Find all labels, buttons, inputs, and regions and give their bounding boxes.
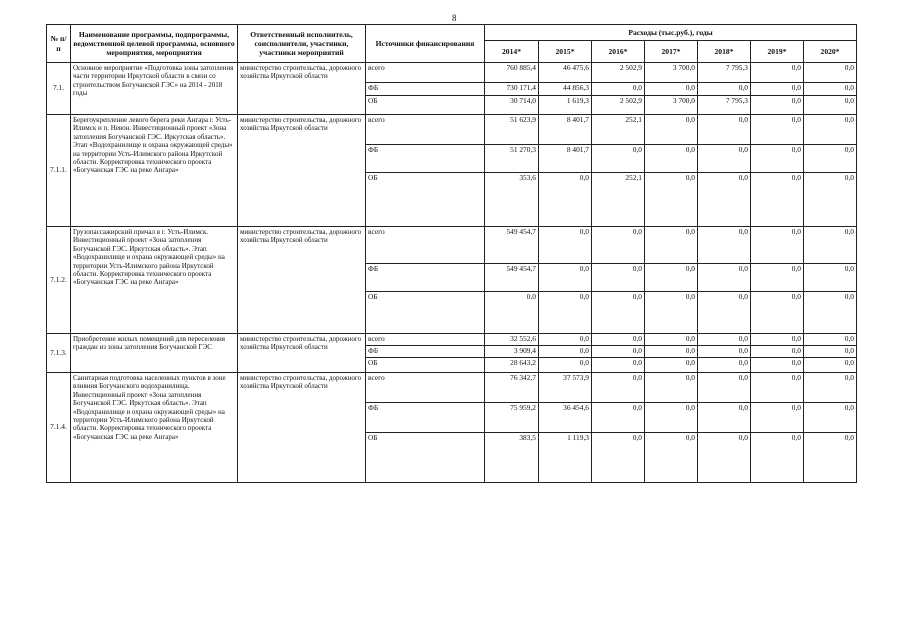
amount-cell: 0,0 [539,334,592,346]
amount-cell: 37 573,9 [539,373,592,403]
header-expenses: Расходы (тыс.руб.), годы [485,25,857,41]
amount-cell: 0,0 [592,145,645,173]
funding-source: всего [366,227,485,264]
amount-cell: 0,0 [698,373,751,403]
amount-cell: 0,0 [592,83,645,96]
amount-cell: 0,0 [804,83,857,96]
amount-cell: 0,0 [804,433,857,483]
amount-cell: 0,0 [539,292,592,334]
funding-source: ОБ [366,173,485,227]
executor: министерство строительства, дорожного хозяйства Иркутской области [238,115,366,227]
amount-cell: 0,0 [645,83,698,96]
amount-cell: 46 475,6 [539,63,592,83]
activity-name: Приобретение жилых помещений для переселения граждан из зоны затопления Богучанской ГЭС [71,334,238,373]
funding-source: ФБ [366,403,485,433]
executor: министерство строительства, дорожного хозяйства Иркутской области [238,63,366,115]
header-year: 2016* [592,41,645,63]
header-year: 2018* [698,41,751,63]
amount-cell: 0,0 [698,264,751,292]
amount-cell: 0,0 [698,292,751,334]
amount-cell: 51 623,9 [485,115,539,145]
row-number: 7.1. [47,63,71,115]
header-name: Наименование программы, подпрограммы, ведомственной целевой программы, основного мероприятия, мероприятия [71,25,238,63]
amount-cell: 252,1 [592,173,645,227]
amount-cell: 51 270,3 [485,145,539,173]
amount-cell: 0,0 [645,334,698,346]
table-body [47,63,857,483]
header-year: 2015* [539,41,592,63]
amount-cell: 0,0 [698,346,751,358]
amount-cell: 0,0 [485,292,539,334]
amount-cell: 0,0 [539,358,592,373]
funding-source: ФБ [366,264,485,292]
amount-cell: 0,0 [751,96,804,115]
amount-cell: 7 795,3 [698,96,751,115]
amount-cell: 0,0 [698,83,751,96]
amount-cell: 30 714,0 [485,96,539,115]
header-year: 2020* [804,41,857,63]
amount-cell: 0,0 [751,373,804,403]
amount-cell: 0,0 [804,173,857,227]
amount-cell: 730 171,4 [485,83,539,96]
amount-cell: 0,0 [804,292,857,334]
activity-name: Санитарная подготовка населенных пунктов в зоне влияния Богучанского водохранилища. Инвестиционный проект «Зона затопления Богучанской ГЭС. Иркутская область». Этап «Водохранилище и охрана окружающей среды» на территории Усть-Илимского района Иркутской области. Корректировка технического проекта «Богучанская ГЭС на реке Ангара» [71,373,238,483]
amount-cell: 0,0 [751,227,804,264]
amount-cell: 2 502,9 [592,96,645,115]
amount-cell: 0,0 [645,433,698,483]
amount-cell: 8 401,7 [539,115,592,145]
amount-cell: 0,0 [592,264,645,292]
amount-cell: 0,0 [751,433,804,483]
amount-cell: 0,0 [751,403,804,433]
activity-name: Берегоукрепление левого берега реки Ангара г. Усть-Илимск и п. Невон. Инвестиционный проект «Зона затопления Богучанской ГЭС. Иркутская область». Этап «Водохранилище и охрана окружающей среды» на территории Усть-Илимского района Иркутской области. Корректировка технического проекта «Богучанская ГЭС на реке Ангара» [71,115,238,227]
amount-cell: 0,0 [751,334,804,346]
amount-cell: 0,0 [645,145,698,173]
amount-cell: 0,0 [698,403,751,433]
amount-cell: 0,0 [804,63,857,83]
amount-cell: 0,0 [804,264,857,292]
row-number: 7.1.4. [47,373,71,483]
amount-cell: 32 552,6 [485,334,539,346]
amount-cell: 760 885,4 [485,63,539,83]
table-row [47,115,857,145]
amount-cell: 0,0 [804,115,857,145]
amount-cell: 0,0 [592,403,645,433]
amount-cell: 0,0 [804,334,857,346]
amount-cell: 0,0 [751,83,804,96]
amount-cell: 0,0 [804,346,857,358]
funding-source: всего [366,373,485,403]
amount-cell: 0,0 [645,292,698,334]
row-number: 7.1.1. [47,115,71,227]
funding-source: ФБ [366,346,485,358]
amount-cell: 8 401,7 [539,145,592,173]
amount-cell: 75 959,2 [485,403,539,433]
amount-cell: 0,0 [751,358,804,373]
header-year: 2014* [485,41,539,63]
amount-cell: 0,0 [645,373,698,403]
amount-cell: 2 502,9 [592,63,645,83]
amount-cell: 0,0 [804,403,857,433]
table-row [47,334,857,346]
table-row [47,373,857,403]
amount-cell: 3 700,0 [645,96,698,115]
amount-cell: 0,0 [592,292,645,334]
executor: министерство строительства, дорожного хозяйства Иркутской области [238,227,366,334]
amount-cell: 0,0 [698,173,751,227]
amount-cell: 0,0 [645,264,698,292]
row-number: 7.1.3. [47,334,71,373]
amount-cell: 0,0 [592,373,645,403]
funding-source: всего [366,334,485,346]
amount-cell: 0,0 [698,227,751,264]
amount-cell: 0,0 [592,358,645,373]
amount-cell: 0,0 [592,334,645,346]
amount-cell: 0,0 [539,227,592,264]
amount-cell: 0,0 [751,63,804,83]
amount-cell: 36 454,6 [539,403,592,433]
funding-source: ОБ [366,292,485,334]
page-number: 8 [452,13,457,23]
amount-cell: 0,0 [592,433,645,483]
header-year: 2019* [751,41,804,63]
amount-cell: 0,0 [751,346,804,358]
funding-source: ОБ [366,433,485,483]
table-row [47,63,857,83]
amount-cell: 0,0 [539,173,592,227]
amount-cell: 0,0 [698,145,751,173]
amount-cell: 383,5 [485,433,539,483]
amount-cell: 0,0 [804,373,857,403]
activity-name: Основное мероприятие «Подготовка зоны затопления части территории Иркутской области в связи со строительством Богучанской ГЭС» на 2014 - 2018 годы [71,63,238,115]
amount-cell: 0,0 [751,145,804,173]
amount-cell: 0,0 [645,227,698,264]
amount-cell: 0,0 [539,264,592,292]
header-num: № п/п [47,25,71,63]
amount-cell: 1 119,3 [539,433,592,483]
amount-cell: 0,0 [751,264,804,292]
amount-cell: 353,6 [485,173,539,227]
amount-cell: 252,1 [592,115,645,145]
amount-cell: 0,0 [645,115,698,145]
amount-cell: 0,0 [698,433,751,483]
amount-cell: 0,0 [645,173,698,227]
executor: министерство строительства, дорожного хозяйства Иркутской области [238,373,366,483]
amount-cell: 0,0 [804,358,857,373]
amount-cell: 0,0 [698,358,751,373]
header-executor: Ответственный исполнитель, соисполнители, участники, участники мероприятий [238,25,366,63]
amount-cell: 3 909,4 [485,346,539,358]
amount-cell: 3 700,0 [645,63,698,83]
amount-cell: 0,0 [751,292,804,334]
amount-cell: 76 342,7 [485,373,539,403]
amount-cell: 0,0 [804,145,857,173]
amount-cell: 0,0 [539,346,592,358]
amount-cell: 0,0 [592,346,645,358]
row-number: 7.1.2. [47,227,71,334]
amount-cell: 0,0 [751,173,804,227]
funding-source: ФБ [366,83,485,96]
amount-cell: 28 643,2 [485,358,539,373]
amount-cell: 7 795,3 [698,63,751,83]
table-row [47,227,857,264]
header-source: Источники финансирования [366,25,485,63]
amount-cell: 549 454,7 [485,264,539,292]
amount-cell: 0,0 [698,334,751,346]
amount-cell: 1 619,3 [539,96,592,115]
amount-cell: 0,0 [698,115,751,145]
amount-cell: 0,0 [804,227,857,264]
amount-cell: 0,0 [804,96,857,115]
budget-table [46,24,857,483]
activity-name: Грузопассажирский причал в г. Усть-Илимск. Инвестиционный проект «Зона затопления Богучанской ГЭС. Иркутская область». Этап «Водохранилище и охрана окружающей среды» на территории Усть-Илимского района Иркутской области. Корректировка технического проекта «Богучанская ГЭС на реке Ангара» [71,227,238,334]
executor: министерство строительства, дорожного хозяйства Иркутской области [238,334,366,373]
header-year: 2017* [645,41,698,63]
amount-cell: 0,0 [592,227,645,264]
funding-source: ОБ [366,96,485,115]
amount-cell: 0,0 [645,358,698,373]
amount-cell: 0,0 [645,346,698,358]
amount-cell: 0,0 [751,115,804,145]
amount-cell: 549 454,7 [485,227,539,264]
amount-cell: 44 856,3 [539,83,592,96]
table-header [47,25,857,63]
amount-cell: 0,0 [645,403,698,433]
funding-source: ОБ [366,358,485,373]
funding-source: ФБ [366,145,485,173]
funding-source: всего [366,115,485,145]
funding-source: всего [366,63,485,83]
